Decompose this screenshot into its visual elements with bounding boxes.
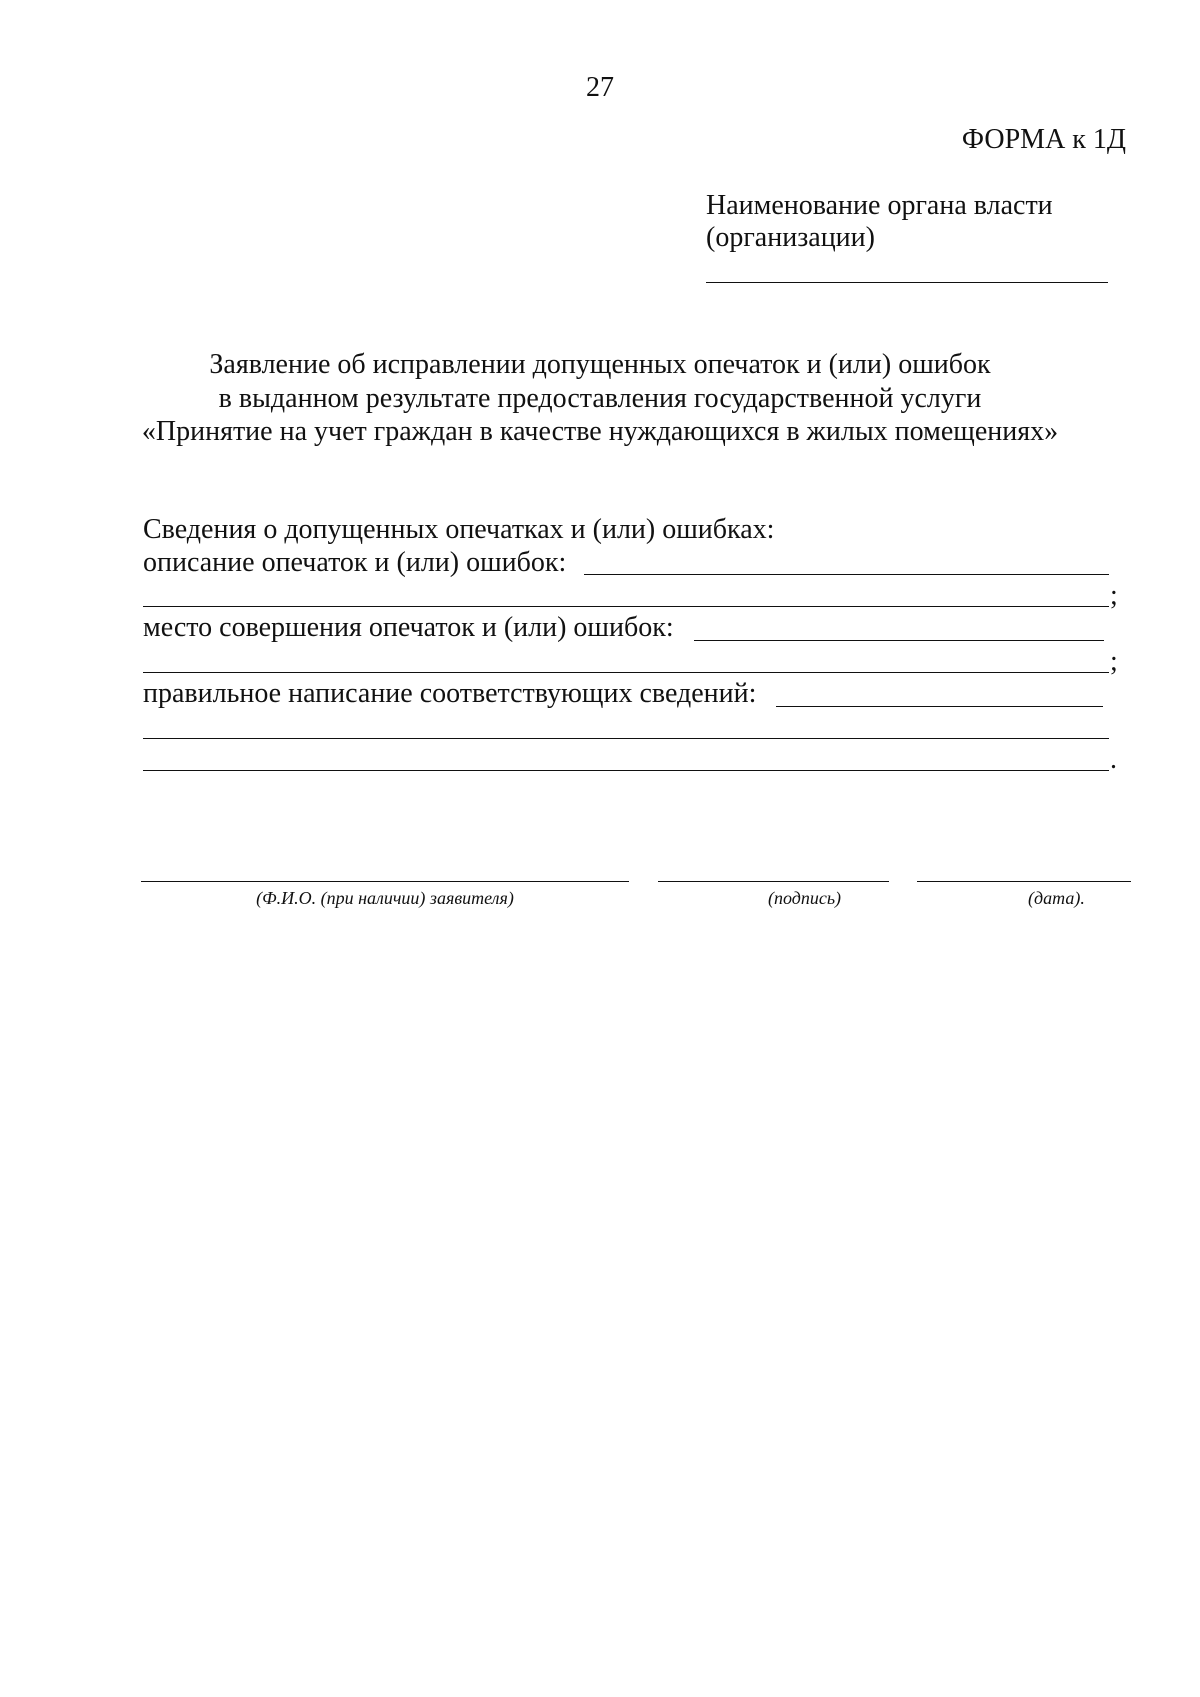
recipient-line-2: (организации)	[706, 222, 875, 253]
applicant-name-caption: (Ф.И.О. (при наличии) заявителя)	[256, 888, 514, 908]
description-field-line-1[interactable]	[584, 574, 1109, 575]
recipient-line-1: Наименование органа власти	[706, 190, 1053, 221]
signature-line[interactable]	[658, 881, 889, 882]
date-line[interactable]	[917, 881, 1131, 882]
applicant-name-line[interactable]	[141, 881, 629, 882]
description-label: описание опечаток и (или) ошибок:	[143, 547, 567, 578]
correct-spelling-field-line-1[interactable]	[776, 706, 1103, 707]
correct-spelling-label: правильное написание соответствующих сведений:	[143, 678, 757, 709]
document-title-line-2: в выданном результате предоставления государственной услуги	[218, 383, 982, 414]
details-heading: Сведения о допущенных опечатках и (или) ошибках:	[143, 514, 775, 545]
correct-spelling-field-line-3[interactable]	[143, 770, 1109, 771]
description-field-line-2[interactable]	[143, 606, 1109, 607]
correct-spelling-period: .	[1110, 744, 1117, 775]
location-semicolon: ;	[1110, 646, 1118, 677]
description-semicolon: ;	[1110, 580, 1118, 611]
location-field-line-2[interactable]	[143, 672, 1109, 673]
document-title-line-1: Заявление об исправлении допущенных опечаток и (или) ошибок	[209, 349, 991, 380]
form-label: ФОРМА к 1Д	[961, 124, 1126, 155]
recipient-blank-line[interactable]	[706, 282, 1108, 283]
document-title-line-3: «Принятие на учет граждан в качестве нуждающихся в жилых помещениях»	[141, 416, 1059, 447]
location-field-line-1[interactable]	[694, 640, 1104, 641]
correct-spelling-field-line-2[interactable]	[143, 738, 1109, 739]
date-caption: (дата).	[1028, 888, 1085, 908]
signature-caption: (подпись)	[768, 888, 842, 908]
page-number: 27	[586, 72, 614, 103]
location-label: место совершения опечаток и (или) ошибок:	[143, 612, 674, 643]
